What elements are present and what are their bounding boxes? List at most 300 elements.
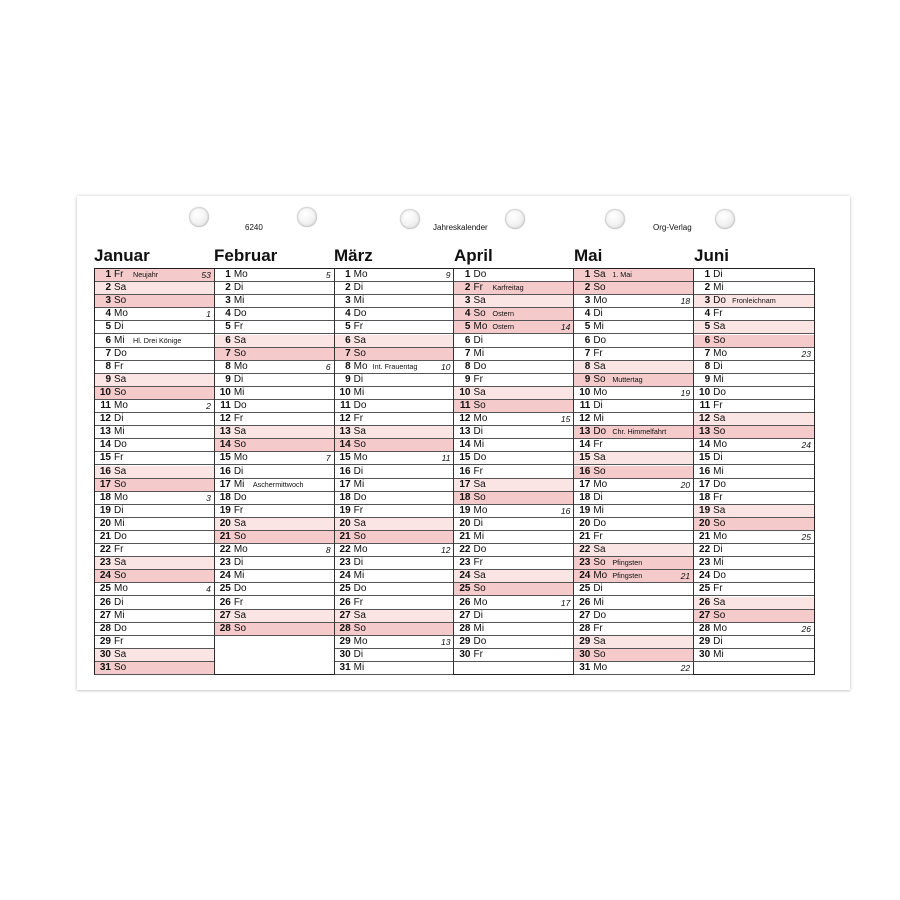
- weekday: Sa: [353, 334, 366, 346]
- day-number: 24: [579, 570, 591, 582]
- day-number: 18: [219, 491, 231, 503]
- day-row: [335, 295, 454, 308]
- day-row: [335, 623, 454, 636]
- day-row: [694, 597, 814, 610]
- day-row: [215, 479, 334, 492]
- day-number: 7: [704, 347, 711, 359]
- weekday: Mi: [353, 478, 365, 490]
- day-row: [574, 374, 693, 387]
- weekday: Mo: [233, 452, 248, 464]
- day-number: 20: [579, 517, 591, 529]
- day-number: 28: [99, 622, 111, 634]
- weekday: Mi: [114, 609, 125, 621]
- day-row: [454, 413, 573, 426]
- day-number: 5: [225, 321, 231, 333]
- day-row: [335, 570, 454, 583]
- day-row: [335, 492, 454, 505]
- weekday: So: [114, 478, 127, 490]
- day-number: 22: [219, 544, 231, 556]
- calendar-grid: [94, 268, 815, 675]
- day-row: [694, 269, 814, 282]
- day-row: [454, 452, 573, 465]
- day-row: [694, 570, 814, 583]
- weekday: Fr: [233, 504, 244, 516]
- day-number: 17: [579, 478, 591, 490]
- day-row: [574, 583, 693, 596]
- day-number: 23: [99, 557, 111, 569]
- weekday: Fr: [473, 648, 483, 660]
- day-number: 1: [345, 269, 351, 280]
- weekday: Mo: [114, 583, 128, 595]
- day-number: 12: [339, 413, 351, 425]
- week-number: 24: [801, 440, 811, 451]
- week-number: 2: [206, 401, 211, 411]
- day-row: [95, 466, 214, 479]
- week-number: 26: [801, 623, 811, 634]
- day-number: 4: [464, 308, 471, 320]
- day-row: [574, 348, 693, 361]
- holiday-note: Hl. Drei Könige: [133, 335, 182, 345]
- day-row: [95, 361, 214, 374]
- day-row: [335, 479, 454, 492]
- day-row: [95, 623, 214, 636]
- day-row: [574, 361, 693, 374]
- weekday: Mi: [713, 648, 724, 660]
- weekday: Mo: [353, 635, 368, 647]
- day-row: [694, 544, 814, 557]
- day-row: [95, 557, 214, 570]
- weekday: Fr: [233, 413, 244, 425]
- day-number: 3: [704, 295, 711, 307]
- day-row: [335, 466, 454, 479]
- day-number: 30: [459, 648, 471, 660]
- holiday-note: Pfingsten: [612, 571, 643, 581]
- day-number: 18: [459, 491, 471, 503]
- day-number: 24: [339, 570, 351, 582]
- day-row: [694, 348, 814, 361]
- day-row: [574, 439, 693, 452]
- weekday: Sa: [114, 465, 127, 477]
- weekday: Sa: [593, 544, 606, 556]
- day-row: [335, 531, 454, 544]
- weekday: Do: [114, 347, 127, 359]
- day-row: [335, 269, 454, 282]
- day-number: 5: [704, 321, 711, 333]
- weekday: Mo: [593, 662, 608, 673]
- day-number: 25: [579, 583, 591, 595]
- day-number: 13: [459, 426, 471, 438]
- day-row: [335, 610, 454, 623]
- week-number: 6: [325, 361, 331, 372]
- day-number: 28: [219, 622, 231, 634]
- weekday: Fr: [114, 635, 124, 647]
- month-column: [574, 269, 694, 674]
- day-row: [454, 610, 573, 623]
- day-number: 11: [100, 400, 111, 411]
- week-number: 16: [560, 505, 571, 516]
- month-heading-maerz: März: [334, 246, 373, 265]
- day-number: 29: [99, 635, 111, 647]
- day-row: [574, 518, 693, 531]
- day-row: [335, 597, 454, 610]
- day-number: 26: [219, 596, 231, 608]
- day-number: 27: [579, 609, 591, 621]
- weekday: Do: [713, 478, 726, 490]
- day-number: 6: [464, 334, 471, 346]
- day-row: [454, 269, 573, 282]
- day-row: [454, 466, 573, 479]
- day-row: [694, 361, 814, 374]
- day-number: 30: [339, 648, 351, 660]
- day-row: [574, 387, 693, 400]
- month-heading-mai: Mai: [574, 246, 603, 265]
- weekday: Mo: [713, 531, 728, 542]
- day-number: 12: [219, 413, 231, 425]
- month-heading-april: April: [454, 246, 493, 265]
- weekday: Fr: [233, 321, 244, 333]
- weekday: Do: [233, 491, 247, 503]
- week-number: 14: [560, 322, 571, 333]
- day-number: 21: [99, 531, 111, 542]
- weekday: Di: [473, 609, 483, 621]
- day-row: [694, 531, 814, 544]
- day-row: [95, 518, 214, 531]
- day-row: [95, 583, 214, 596]
- weekday: Fr: [473, 282, 483, 294]
- day-row: [574, 321, 693, 334]
- day-number: 4: [105, 308, 111, 320]
- day-number: 29: [579, 635, 591, 647]
- day-row: [574, 636, 693, 649]
- day-row: [95, 400, 214, 413]
- weekday: Sa: [114, 282, 127, 294]
- weekday: Mo: [233, 360, 248, 372]
- day-row: [694, 308, 814, 321]
- day-row: [454, 597, 573, 610]
- day-number: 5: [584, 321, 591, 333]
- day-number: 10: [579, 386, 591, 398]
- day-row: [454, 636, 573, 649]
- month-heading-juni: Juni: [694, 246, 729, 265]
- day-row: [454, 518, 573, 531]
- day-row: [454, 583, 573, 596]
- weekday: Mo: [473, 596, 488, 608]
- weekday: Do: [233, 583, 247, 595]
- day-row: [574, 570, 693, 583]
- day-number: 13: [219, 426, 231, 438]
- day-number: 1: [584, 269, 591, 280]
- punch-hole: [605, 209, 625, 229]
- weekday: Sa: [233, 334, 247, 346]
- weekday: Sa: [593, 635, 606, 647]
- weekday: Do: [473, 635, 487, 647]
- weekday: Mi: [114, 517, 125, 529]
- weekday: So: [114, 570, 127, 582]
- day-row: [215, 282, 334, 295]
- day-number: 2: [225, 282, 231, 294]
- day-number: 4: [345, 308, 351, 320]
- day-number: 28: [579, 622, 591, 634]
- weekday: Mo: [593, 478, 608, 490]
- weekday: So: [713, 609, 726, 621]
- day-row: [215, 400, 334, 413]
- weekday: Mi: [473, 347, 485, 359]
- day-row: [454, 426, 573, 439]
- week-number: 5: [325, 270, 331, 280]
- weekday: Mi: [593, 504, 604, 516]
- day-row: [95, 374, 214, 387]
- day-number: 11: [220, 400, 231, 411]
- day-row: [454, 531, 573, 544]
- day-row: [215, 583, 334, 596]
- holiday-note: Muttertag: [612, 374, 643, 384]
- weekday: Mi: [233, 386, 245, 398]
- day-row: [215, 269, 334, 282]
- day-row: [95, 295, 214, 308]
- day-number: 2: [345, 282, 351, 294]
- day-number: 9: [584, 373, 591, 385]
- weekday: Di: [713, 544, 723, 556]
- day-row: [335, 557, 454, 570]
- day-number: 3: [584, 295, 591, 307]
- weekday: Sa: [353, 609, 366, 621]
- day-number: 26: [339, 596, 351, 608]
- day-number: 19: [99, 504, 111, 516]
- day-number: 15: [99, 452, 111, 464]
- day-row: [215, 518, 334, 531]
- day-number: 14: [339, 439, 351, 451]
- day-row: [335, 413, 454, 426]
- day-row: [335, 335, 454, 348]
- day-row: [574, 452, 693, 465]
- day-row: [574, 505, 693, 518]
- day-row: [95, 610, 214, 623]
- day-row: [335, 544, 454, 557]
- holiday-note: 1. Mai: [612, 270, 632, 279]
- weekday: Mo: [114, 491, 128, 503]
- day-number: 27: [99, 609, 111, 621]
- weekday: Di: [114, 413, 124, 425]
- weekday: Fr: [353, 596, 364, 608]
- week-number: 10: [441, 361, 451, 372]
- day-row: [454, 282, 573, 295]
- weekday: Do: [353, 400, 367, 411]
- weekday: Sa: [473, 570, 486, 582]
- day-row: [694, 636, 814, 649]
- weekday: Fr: [353, 413, 364, 425]
- day-row: [574, 544, 693, 557]
- day-row: [95, 597, 214, 610]
- day-row: [335, 426, 454, 439]
- day-number: 28: [339, 622, 351, 634]
- day-number: 4: [225, 308, 231, 320]
- day-row: [335, 636, 454, 649]
- day-number: 11: [459, 400, 471, 411]
- weekday: Mo: [353, 452, 368, 464]
- day-number: 10: [99, 386, 111, 398]
- day-row: [335, 439, 454, 452]
- day-row: [95, 531, 214, 544]
- day-row: [95, 492, 214, 505]
- day-number: 24: [459, 570, 471, 582]
- day-row: [574, 400, 693, 413]
- day-row: [215, 505, 334, 518]
- weekday: So: [593, 373, 606, 385]
- weekday: Sa: [713, 596, 726, 608]
- day-number: 27: [699, 609, 711, 621]
- weekday: Do: [713, 295, 726, 307]
- weekday: Do: [353, 491, 367, 503]
- weekday: Mi: [713, 373, 724, 385]
- product-code: 6240: [245, 223, 263, 232]
- day-number: 16: [699, 465, 711, 477]
- weekday: Mi: [593, 596, 604, 608]
- week-number: 4: [206, 584, 211, 595]
- weekday: Fr: [593, 531, 603, 542]
- weekday: Fr: [114, 269, 124, 280]
- day-row: [335, 321, 454, 334]
- day-number: 21: [339, 531, 351, 542]
- day-number: 18: [699, 491, 711, 503]
- weekday: Sa: [114, 557, 127, 569]
- day-row: [694, 557, 814, 570]
- day-row: [694, 623, 814, 636]
- day-row: [694, 295, 814, 308]
- day-number: 7: [225, 347, 231, 359]
- day-number: 25: [339, 583, 351, 595]
- weekday: Fr: [593, 347, 603, 359]
- day-number: 5: [464, 321, 471, 333]
- day-row: [215, 466, 334, 479]
- day-row: [694, 466, 814, 479]
- day-row: [574, 282, 693, 295]
- day-row: [454, 374, 573, 387]
- day-row: [215, 295, 334, 308]
- day-row: [95, 282, 214, 295]
- day-row: [694, 583, 814, 596]
- day-row: [574, 531, 693, 544]
- day-row: [454, 505, 573, 518]
- day-row: [215, 413, 334, 426]
- weekday: Fr: [713, 400, 723, 411]
- day-number: 10: [339, 386, 351, 398]
- weekday: Sa: [713, 504, 726, 516]
- day-row: [694, 374, 814, 387]
- weekday: Mi: [353, 386, 365, 398]
- day-number: 5: [345, 321, 351, 333]
- day-number: 22: [699, 544, 711, 556]
- weekday: Di: [593, 400, 603, 411]
- day-number: 21: [219, 531, 231, 542]
- week-number: 19: [680, 387, 691, 398]
- week-number: 25: [801, 532, 811, 542]
- punch-hole: [189, 207, 209, 227]
- day-row: [95, 649, 214, 662]
- weekday: Di: [593, 491, 603, 503]
- weekday: Fr: [114, 452, 124, 464]
- weekday: Mi: [114, 426, 125, 438]
- day-number: 25: [699, 583, 711, 595]
- weekday: Di: [114, 321, 124, 333]
- weekday: Di: [353, 373, 364, 385]
- day-row: [694, 492, 814, 505]
- day-number: 20: [699, 517, 711, 529]
- day-row: [694, 452, 814, 465]
- day-row: [215, 335, 334, 348]
- weekday: Do: [593, 609, 607, 621]
- weekday: Mo: [713, 439, 728, 451]
- day-number: 27: [339, 609, 351, 621]
- day-row: [215, 623, 334, 636]
- day-row: [454, 308, 573, 321]
- day-number: 18: [339, 491, 351, 503]
- weekday: Mi: [233, 478, 245, 490]
- day-number: 2: [464, 282, 471, 294]
- day-row: [215, 387, 334, 400]
- day-row: [574, 610, 693, 623]
- weekday: Di: [114, 504, 124, 516]
- day-row: [335, 374, 454, 387]
- weekday: So: [233, 439, 247, 451]
- weekday: Di: [353, 282, 364, 294]
- day-row: [95, 544, 214, 557]
- weekday: Do: [473, 360, 487, 372]
- day-row: [335, 387, 454, 400]
- weekday: Fr: [353, 321, 364, 333]
- day-number: 11: [699, 400, 711, 411]
- day-row: [95, 413, 214, 426]
- weekday: Di: [353, 648, 364, 660]
- punch-hole: [505, 209, 525, 229]
- weekday: So: [713, 517, 726, 529]
- day-number: 2: [584, 282, 591, 294]
- day-number: 15: [699, 452, 711, 464]
- weekday: Do: [353, 308, 367, 320]
- weekday: Mi: [713, 282, 724, 294]
- weekday: So: [593, 648, 606, 660]
- day-number: 9: [704, 373, 711, 385]
- day-number: 12: [579, 413, 591, 425]
- week-number: 3: [206, 492, 211, 503]
- day-number: 23: [219, 557, 231, 569]
- weekday: Mo: [593, 386, 608, 398]
- day-number: 9: [464, 373, 471, 385]
- weekday: So: [593, 557, 606, 569]
- day-number: 18: [579, 491, 591, 503]
- week-number: 53: [201, 270, 211, 280]
- day-number: 16: [339, 465, 351, 477]
- day-row: [215, 452, 334, 465]
- day-number: 23: [699, 557, 711, 569]
- day-number: 12: [99, 413, 111, 425]
- day-row: [694, 321, 814, 334]
- day-number: 6: [584, 334, 591, 346]
- week-number: 18: [680, 296, 691, 307]
- weekday: Mo: [114, 400, 128, 411]
- day-row: [694, 518, 814, 531]
- weekday: Mo: [473, 321, 488, 333]
- day-number: 8: [225, 360, 231, 372]
- weekday: Mo: [114, 308, 128, 320]
- day-number: 21: [699, 531, 711, 542]
- weekday: Fr: [713, 491, 723, 503]
- month-column: [454, 269, 574, 674]
- day-row: [215, 308, 334, 321]
- day-row: [95, 308, 214, 321]
- day-number: 26: [699, 596, 711, 608]
- weekday: Do: [233, 400, 247, 411]
- week-number: 11: [441, 453, 451, 464]
